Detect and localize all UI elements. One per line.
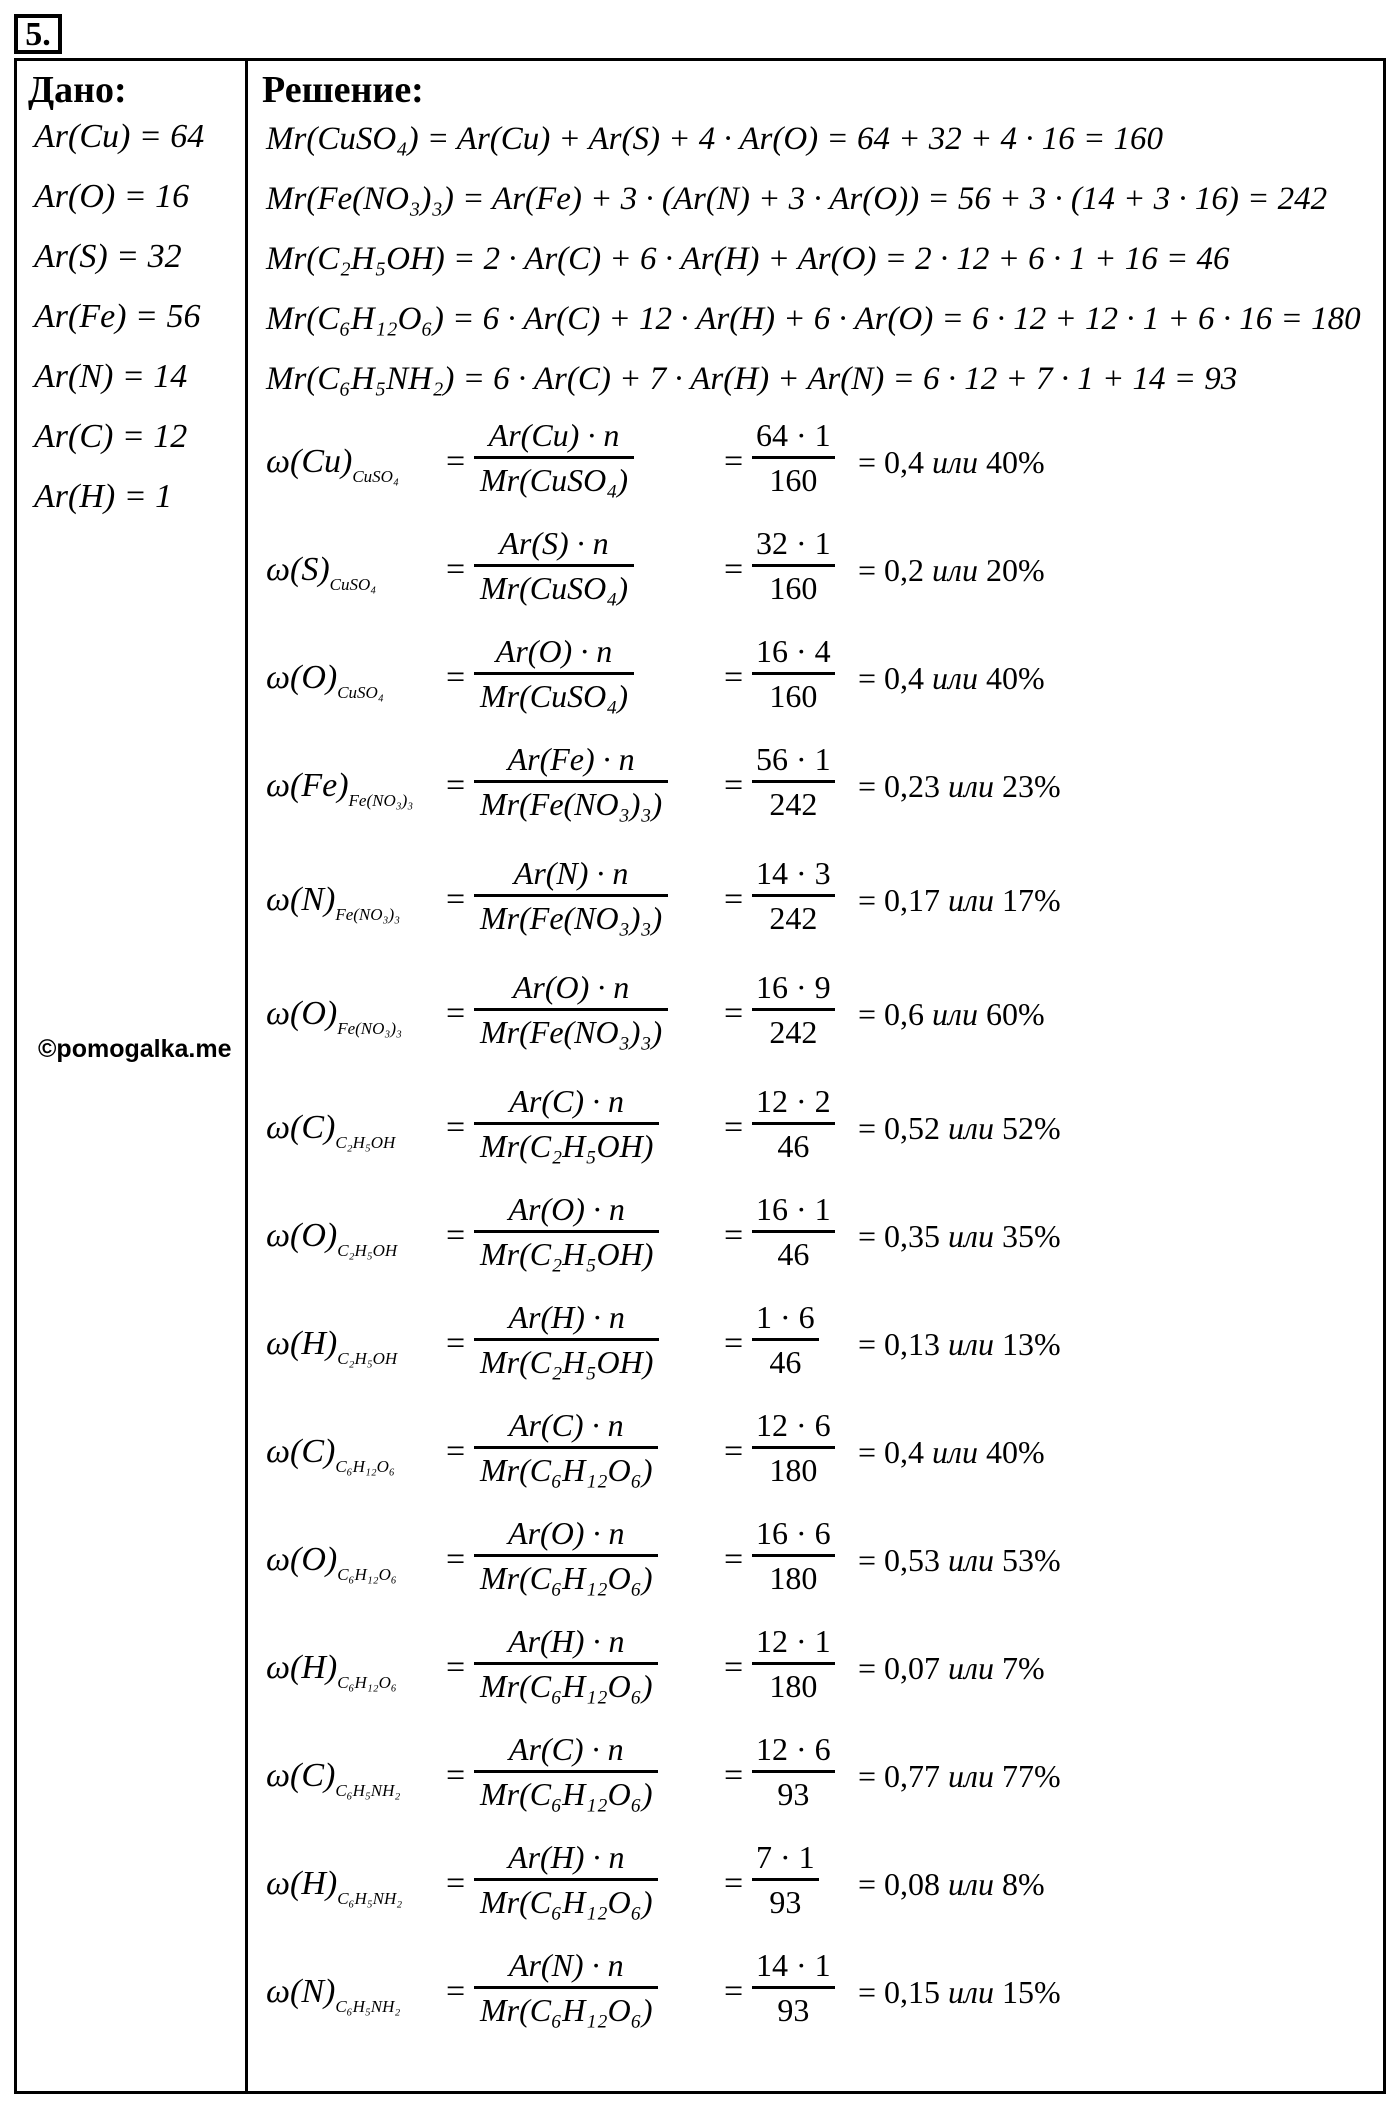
- formula-denominator: Mr(C₂H₅OH): [480, 1344, 654, 1380]
- formula-numerator: Ar(O) · n: [474, 1512, 658, 1557]
- fraction-label: [266, 442, 399, 487]
- fraction-result: [858, 550, 1045, 590]
- molar-mass-equation: Mr(C₆H₅NH₂) = 6 · Ar(C) + 7 · Ar(H) + Ar(N) = 6 · 12 + 7 · 1 + 14 = 93: [266, 361, 1238, 397]
- compound-subscript: Fe(NO₃)₃: [335, 905, 401, 924]
- calc-numerator: 12 · 6: [752, 1728, 835, 1773]
- fraction-label: [266, 880, 400, 925]
- fraction-label: [266, 1756, 400, 1801]
- element-symbol: ω(O): [266, 995, 338, 1032]
- formula-fraction: [474, 738, 668, 825]
- formula-fraction: [474, 1728, 658, 1815]
- calc-denominator: 93: [777, 1992, 810, 2028]
- formula-fraction: [474, 1080, 659, 1167]
- result-word: или: [948, 1110, 994, 1146]
- result-value: = 0,07: [858, 1650, 949, 1686]
- calc-denominator: 242: [769, 1014, 818, 1050]
- calc-denominator: 242: [769, 900, 818, 936]
- formula-fraction: [474, 1944, 658, 2031]
- element-symbol: ω(Cu): [266, 443, 353, 480]
- formula-numerator: Ar(S) · n: [474, 522, 634, 567]
- molar-mass-equation: Mr(Fe(NO₃)₃) = Ar(Fe) + 3 · (Ar(N) + 3 · Ar(O)) = 56 + 3 · (14 + 3 · 16) = 242: [266, 181, 1328, 217]
- formula-denominator: Mr(C₂H₅OH): [480, 1128, 654, 1164]
- equals-sign: =: [724, 443, 744, 480]
- compound-subscript: CuSO₄: [329, 575, 377, 594]
- element-symbol: ω(C): [266, 1757, 336, 1794]
- fraction-result: [858, 1756, 1061, 1796]
- formula-fraction: [474, 1620, 658, 1707]
- column-divider: [245, 58, 248, 2094]
- result-value: = 0,52: [858, 1110, 949, 1146]
- compound-subscript: C₆H₁₂O₆: [337, 1673, 397, 1692]
- calc-numerator: 64 · 1: [752, 414, 835, 459]
- equals-sign: =: [724, 1325, 744, 1362]
- formula-numerator: Ar(Cu) · n: [474, 414, 634, 459]
- fraction-label: [266, 1432, 395, 1477]
- element-symbol: ω(O): [266, 659, 338, 696]
- formula-denominator: Mr(Fe(NO₃)₃): [480, 1014, 663, 1050]
- calc-fraction: [752, 1620, 835, 1707]
- equals-sign: =: [446, 1757, 466, 1794]
- molar-mass-equation: Mr(C₆H₁₂O₆) = 6 · Ar(C) + 12 · Ar(H) + 6 · Ar(O) = 6 · 12 + 12 · 1 + 6 · 16 = 180: [266, 301, 1361, 337]
- result-word: или: [948, 768, 994, 804]
- given-item: Ar(S) = 32: [34, 238, 182, 275]
- element-symbol: ω(S): [266, 551, 330, 588]
- result-value: = 0,4: [858, 660, 933, 696]
- element-symbol: ω(N): [266, 1973, 336, 2010]
- given-item: Ar(O) = 16: [34, 178, 190, 215]
- given-item: Ar(C) = 12: [34, 418, 188, 455]
- fraction-label: [266, 1324, 397, 1369]
- element-symbol: ω(O): [266, 1217, 338, 1254]
- equals-sign: =: [446, 995, 466, 1032]
- equals-sign: =: [724, 1217, 744, 1254]
- calc-denominator: 180: [769, 1668, 818, 1704]
- calc-denominator: 160: [769, 570, 818, 606]
- mass-fraction-row: [266, 520, 1366, 630]
- compound-subscript: Fe(NO₃)₃: [337, 1019, 402, 1038]
- compound-subscript: C₆H₅NH₂: [335, 1781, 401, 1800]
- compound-subscript: C₆H₁₂O₆: [337, 1565, 397, 1584]
- formula-numerator: Ar(O) · n: [474, 1188, 659, 1233]
- equals-sign: =: [724, 1433, 744, 1470]
- calc-denominator: 46: [777, 1128, 810, 1164]
- fraction-label: [266, 658, 384, 703]
- calc-denominator: 46: [777, 1236, 810, 1272]
- compound-subscript: Fe(NO₃)₃: [348, 791, 414, 810]
- result-percent: 17%: [994, 882, 1061, 918]
- mass-fraction-row: [266, 412, 1366, 522]
- calc-fraction: [752, 1836, 819, 1923]
- fraction-label: [266, 1648, 397, 1693]
- formula-denominator: Mr(C₆H₁₂O₆): [480, 1668, 653, 1704]
- compound-subscript: CuSO₄: [352, 467, 399, 486]
- result-word: или: [948, 1542, 994, 1578]
- formula-numerator: Ar(H) · n: [474, 1620, 658, 1665]
- calc-fraction: [752, 1404, 835, 1491]
- calc-fraction: [752, 1080, 835, 1167]
- calc-numerator: 16 · 6: [752, 1512, 835, 1557]
- equals-sign: =: [724, 881, 744, 918]
- calc-denominator: 180: [769, 1560, 818, 1596]
- compound-subscript: C₆H₁₂O₆: [335, 1457, 395, 1476]
- element-symbol: ω(H): [266, 1649, 338, 1686]
- result-value: = 0,53: [858, 1542, 949, 1578]
- equals-sign: =: [446, 1649, 466, 1686]
- result-percent: 53%: [994, 1542, 1061, 1578]
- fraction-label: [266, 1540, 397, 1585]
- compound-subscript: CuSO₄: [337, 683, 384, 702]
- result-percent: 52%: [994, 1110, 1061, 1146]
- formula-fraction: [474, 522, 634, 609]
- result-word: или: [948, 1218, 994, 1254]
- formula-fraction: [474, 1404, 658, 1491]
- equals-sign: =: [446, 1865, 466, 1902]
- equals-sign: =: [446, 443, 466, 480]
- result-value: = 0,4: [858, 1434, 933, 1470]
- mass-fraction-row: [266, 964, 1366, 1074]
- equals-sign: =: [724, 1649, 744, 1686]
- calc-numerator: 12 · 6: [752, 1404, 835, 1449]
- formula-denominator: Mr(C₆H₁₂O₆): [480, 1992, 653, 2028]
- fraction-label: [266, 766, 413, 811]
- mass-fraction-row: [266, 1294, 1366, 1404]
- calc-fraction: [752, 414, 835, 501]
- calc-numerator: 7 · 1: [752, 1836, 819, 1881]
- formula-numerator: Ar(N) · n: [474, 852, 668, 897]
- result-value: = 0,4: [858, 444, 933, 480]
- result-value: = 0,2: [858, 552, 933, 588]
- formula-denominator: Mr(C₆H₁₂O₆): [480, 1776, 653, 1812]
- formula-numerator: Ar(N) · n: [474, 1944, 658, 1989]
- result-percent: 77%: [994, 1758, 1061, 1794]
- equals-sign: =: [446, 1973, 466, 2010]
- solution-title: Решение:: [262, 69, 424, 111]
- fraction-result: [858, 1432, 1045, 1472]
- given-item: Ar(Cu) = 64: [34, 118, 205, 155]
- calc-denominator: 242: [769, 786, 818, 822]
- calc-fraction: [752, 630, 835, 717]
- equals-sign: =: [446, 551, 466, 588]
- result-value: = 0,77: [858, 1758, 949, 1794]
- calc-fraction: [752, 1728, 835, 1815]
- result-word: или: [948, 882, 994, 918]
- compound-subscript: C₂H₅OH: [335, 1133, 396, 1152]
- fraction-result: [858, 1864, 1045, 1904]
- formula-fraction: [474, 852, 668, 939]
- result-value: = 0,15: [858, 1974, 949, 2010]
- mass-fraction-row: [266, 1618, 1366, 1728]
- formula-denominator: Mr(C₆H₁₂O₆): [480, 1560, 653, 1596]
- formula-numerator: Ar(O) · n: [474, 966, 668, 1011]
- calc-denominator: 160: [769, 678, 818, 714]
- mass-fraction-row: [266, 1834, 1366, 1944]
- formula-numerator: Ar(O) · n: [474, 630, 634, 675]
- formula-numerator: Ar(H) · n: [474, 1836, 658, 1881]
- formula-fraction: [474, 1296, 659, 1383]
- problem-number: 5.: [14, 14, 62, 54]
- equals-sign: =: [724, 995, 744, 1032]
- molar-mass-equation: Mr(C₂H₅OH) = 2 · Ar(C) + 6 · Ar(H) + Ar(O) = 2 · 12 + 6 · 1 + 16 = 46: [266, 241, 1230, 277]
- fraction-result: [858, 1324, 1061, 1364]
- calc-fraction: [752, 852, 835, 939]
- fraction-result: [858, 1108, 1061, 1148]
- result-word: или: [948, 1650, 994, 1686]
- calc-numerator: 1 · 6: [752, 1296, 819, 1341]
- fraction-label: [266, 550, 376, 595]
- formula-denominator: Mr(CuSO₄): [480, 570, 628, 606]
- fraction-result: [858, 1648, 1045, 1688]
- given-item: Ar(Fe) = 56: [34, 298, 201, 335]
- mass-fraction-row: [266, 1402, 1366, 1512]
- compound-subscript: C₂H₅OH: [337, 1241, 398, 1260]
- formula-denominator: Mr(CuSO₄): [480, 678, 628, 714]
- formula-denominator: Mr(C₂H₅OH): [480, 1236, 654, 1272]
- calc-numerator: 56 · 1: [752, 738, 835, 783]
- result-value: = 0,08: [858, 1866, 949, 1902]
- calc-denominator: 46: [769, 1344, 802, 1380]
- equals-sign: =: [724, 1973, 744, 2010]
- result-percent: 8%: [994, 1866, 1045, 1902]
- calc-numerator: 12 · 2: [752, 1080, 835, 1125]
- element-symbol: ω(H): [266, 1325, 338, 1362]
- compound-subscript: C₆H₅NH₂: [335, 1997, 401, 2016]
- formula-numerator: Ar(C) · n: [474, 1728, 658, 1773]
- result-word: или: [932, 996, 978, 1032]
- equals-sign: =: [724, 1109, 744, 1146]
- fraction-label: [266, 994, 402, 1039]
- result-percent: 35%: [994, 1218, 1061, 1254]
- equals-sign: =: [724, 767, 744, 804]
- fraction-result: [858, 880, 1061, 920]
- formula-fraction: [474, 966, 668, 1053]
- fraction-label: [266, 1864, 402, 1909]
- formula-fraction: [474, 1836, 658, 1923]
- formula-numerator: Ar(H) · n: [474, 1296, 659, 1341]
- result-value: = 0,17: [858, 882, 949, 918]
- result-word: или: [948, 1326, 994, 1362]
- formula-denominator: Mr(Fe(NO₃)₃): [480, 900, 663, 936]
- result-value: = 0,35: [858, 1218, 949, 1254]
- result-word: или: [932, 444, 978, 480]
- calc-fraction: [752, 1512, 835, 1599]
- calc-numerator: 16 · 1: [752, 1188, 835, 1233]
- calc-denominator: 93: [777, 1776, 810, 1812]
- fraction-label: [266, 1216, 397, 1261]
- formula-denominator: Mr(Fe(NO₃)₃): [480, 786, 663, 822]
- mass-fraction-row: [266, 850, 1366, 960]
- given-item: Ar(H) = 1: [34, 478, 173, 515]
- element-symbol: ω(C): [266, 1109, 336, 1146]
- fraction-result: [858, 766, 1061, 806]
- formula-fraction: [474, 630, 634, 717]
- calc-denominator: 93: [769, 1884, 802, 1920]
- fraction-result: [858, 1216, 1061, 1256]
- calc-fraction: [752, 738, 835, 825]
- calc-numerator: 14 · 1: [752, 1944, 835, 1989]
- fraction-result: [858, 1972, 1061, 2012]
- result-percent: 40%: [978, 444, 1045, 480]
- mass-fraction-row: [266, 1942, 1366, 2052]
- compound-subscript: C₂H₅OH: [337, 1349, 398, 1368]
- fraction-label: [266, 1972, 400, 2017]
- result-word: или: [948, 1974, 994, 2010]
- mass-fraction-row: [266, 1726, 1366, 1836]
- element-symbol: ω(C): [266, 1433, 336, 1470]
- equals-sign: =: [446, 1109, 466, 1146]
- fraction-result: [858, 658, 1045, 698]
- formula-numerator: Ar(Fe) · n: [474, 738, 668, 783]
- result-percent: 15%: [994, 1974, 1061, 2010]
- calc-fraction: [752, 522, 835, 609]
- result-percent: 13%: [994, 1326, 1061, 1362]
- mass-fraction-row: [266, 1510, 1366, 1620]
- equals-sign: =: [446, 1325, 466, 1362]
- calc-fraction: [752, 1944, 835, 2031]
- equals-sign: =: [446, 881, 466, 918]
- calc-numerator: 12 · 1: [752, 1620, 835, 1665]
- formula-numerator: Ar(C) · n: [474, 1404, 658, 1449]
- calc-denominator: 160: [769, 462, 818, 498]
- formula-denominator: Mr(C₆H₁₂O₆): [480, 1884, 653, 1920]
- equals-sign: =: [446, 767, 466, 804]
- result-word: или: [948, 1758, 994, 1794]
- element-symbol: ω(H): [266, 1865, 338, 1902]
- compound-subscript: C₆H₅NH₂: [337, 1889, 403, 1908]
- equals-sign: =: [724, 659, 744, 696]
- equals-sign: =: [446, 1433, 466, 1470]
- equals-sign: =: [446, 1217, 466, 1254]
- equals-sign: =: [446, 1541, 466, 1578]
- calc-numerator: 16 · 9: [752, 966, 835, 1011]
- result-percent: 23%: [994, 768, 1061, 804]
- calc-denominator: 180: [769, 1452, 818, 1488]
- calc-fraction: [752, 966, 835, 1053]
- equals-sign: =: [446, 659, 466, 696]
- formula-denominator: Mr(CuSO₄): [480, 462, 628, 498]
- result-percent: 40%: [978, 1434, 1045, 1470]
- element-symbol: ω(N): [266, 881, 336, 918]
- fraction-result: [858, 1540, 1061, 1580]
- calc-numerator: 32 · 1: [752, 522, 835, 567]
- watermark: ©pomogalka.me: [38, 1035, 232, 1063]
- element-symbol: ω(Fe): [266, 767, 349, 804]
- given-item: Ar(N) = 14: [34, 358, 188, 395]
- formula-fraction: [474, 1512, 658, 1599]
- result-percent: 60%: [978, 996, 1045, 1032]
- fraction-result: [858, 994, 1045, 1034]
- fraction-result: [858, 442, 1045, 482]
- result-word: или: [932, 1434, 978, 1470]
- fraction-label: [266, 1108, 395, 1153]
- result-percent: 7%: [994, 1650, 1045, 1686]
- mass-fraction-row: [266, 1186, 1366, 1296]
- formula-denominator: Mr(C₆H₁₂O₆): [480, 1452, 653, 1488]
- calc-fraction: [752, 1188, 835, 1275]
- given-title: Дано:: [28, 69, 127, 111]
- mass-fraction-row: [266, 1078, 1366, 1188]
- equals-sign: =: [724, 551, 744, 588]
- formula-fraction: [474, 1188, 659, 1275]
- result-percent: 20%: [978, 552, 1045, 588]
- calc-numerator: 14 · 3: [752, 852, 835, 897]
- calc-fraction: [752, 1296, 819, 1383]
- result-word: или: [932, 660, 978, 696]
- result-word: или: [932, 552, 978, 588]
- result-percent: 40%: [978, 660, 1045, 696]
- formula-numerator: Ar(C) · n: [474, 1080, 659, 1125]
- calc-numerator: 16 · 4: [752, 630, 835, 675]
- formula-fraction: [474, 414, 634, 501]
- result-value: = 0,23: [858, 768, 949, 804]
- result-value: = 0,6: [858, 996, 933, 1032]
- equals-sign: =: [724, 1757, 744, 1794]
- molar-mass-equation: Mr(CuSO₄) = Ar(Cu) + Ar(S) + 4 · Ar(O) = 64 + 32 + 4 · 16 = 160: [266, 121, 1163, 157]
- element-symbol: ω(O): [266, 1541, 338, 1578]
- equals-sign: =: [724, 1865, 744, 1902]
- result-value: = 0,13: [858, 1326, 949, 1362]
- mass-fraction-row: [266, 628, 1366, 738]
- equals-sign: =: [724, 1541, 744, 1578]
- mass-fraction-row: [266, 736, 1366, 846]
- result-word: или: [948, 1866, 994, 1902]
